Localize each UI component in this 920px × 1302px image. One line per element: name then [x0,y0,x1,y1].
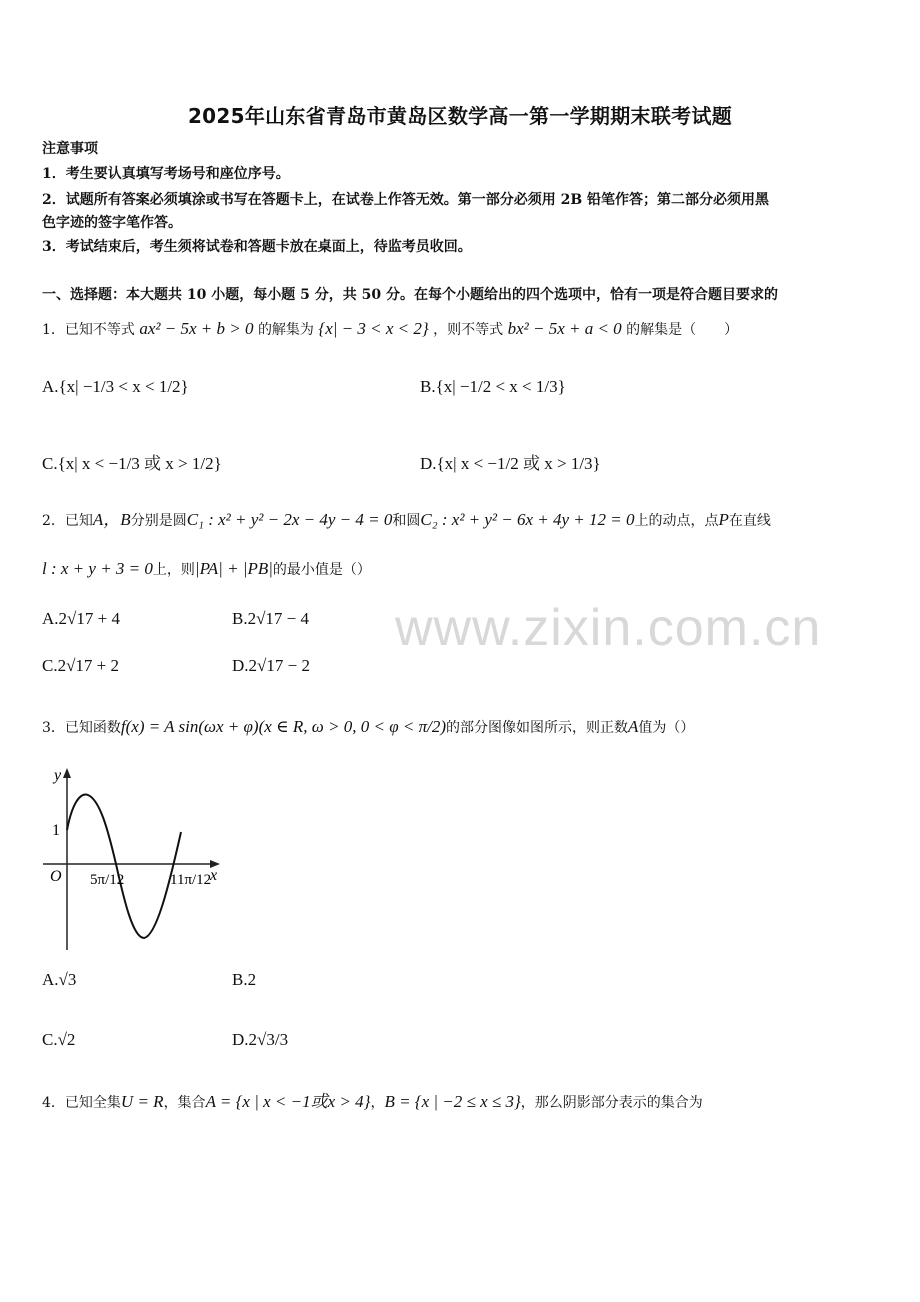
note-item: 2．试题所有答案必须填涂或书写在答题卡上，在试卷上作答无效。第一部分必须用 2B 铅笔作答；第二部分必须用黑 [42,192,770,208]
q1-expr1: ax² − 5x + b > 0 [139,319,254,338]
q3-text: 3．已知函数 [42,720,121,736]
sine-curve [67,795,181,938]
q4-text: ， [370,1095,385,1111]
question-3 [42,716,694,739]
q2-text: 2．已知 [42,513,93,529]
note-item: 1．考生要认真填写考场号和座位序号。 [42,166,290,182]
q1-expr2: bx² − 5x + a < 0 [507,319,622,338]
page-title: 2025年山东省青岛市黄岛区数学高一第一学期期末联考试题 [187,104,733,128]
q1-text: ，则不等式 [433,322,504,338]
q2-circle-1: C₁ : x² + y² − 2x − 4y − 4 = 0 [186,510,393,529]
q2-option-c[interactable]: C.2√17 + 2 [42,656,120,675]
q3-option-d[interactable]: D.2√3/3 [232,1030,289,1049]
q4-text: ，集合 [163,1095,206,1111]
x-tick-5pi-12: 5π/12 [90,872,125,888]
q2-points: A，B [92,510,131,529]
q2-text: 分别是圆 [130,513,187,529]
q1-option-c[interactable]: C.{x| x < −1/3 或 x > 1/2} [42,454,222,473]
question-2-line2 [42,558,371,581]
q2-point-p: P [718,510,729,529]
section-heading: 一、选择题：本大题共 10 小题，每小题 5 分，共 50 分。在每个小题给出的四个选项中，恰有一项是符合题目要求的 [42,287,778,303]
note-item: 色字迹的签字笔作答。 [42,215,182,231]
q1-text: 1．已知不等式 [42,322,135,338]
q1-set: {x| − 3 < x < 2} [318,319,429,338]
note-item: 3．考试结束后，考生须将试卷和答题卡放在桌面上，待监考员收回。 [42,239,472,255]
q2-option-d[interactable]: D.2√17 − 2 [232,656,310,675]
q2-text: 在直线 [728,513,771,529]
question-1 [42,318,738,341]
q1-option-b[interactable]: B.{x| −1/2 < x < 1/3} [420,377,566,396]
q2-text: 上的动点，点 [634,513,719,529]
question-4 [42,1091,703,1114]
sine-graph [38,760,238,960]
q3-a: A [628,717,639,736]
y-axis-arrow [63,768,71,778]
q4-set-a: A = {x | x < −1或x > 4} [205,1092,371,1111]
q3-text: 的部分图像如图所示，则正数 [446,720,628,736]
x-label: x [210,867,218,884]
watermark: www.zixin.com.cn [395,599,822,657]
q2-sum: |PA| + |PB| [194,559,273,578]
q3-text: 值为（） [638,720,695,736]
q1-option-d[interactable]: D.{x| x < −1/2 或 x > 1/3} [420,454,601,473]
origin-label: O [50,868,62,885]
q3-option-c[interactable]: C.√2 [42,1030,76,1049]
q1-text: 的解集为 [257,322,314,338]
notes-heading: 注意事项 [42,141,98,157]
q2-circle-2: C₂ : x² + y² − 6x + 4y + 12 = 0 [420,510,635,529]
q3-function: f(x) = A sin(ωx + φ) [120,717,259,736]
q3-option-a[interactable]: A.√3 [42,970,77,989]
q4-text: 4．已知全集 [42,1095,121,1111]
q2-option-b[interactable]: B.2√17 − 4 [232,609,310,628]
q3-condition: (x ∈ R, ω > 0, 0 < φ < π/2) [258,717,446,736]
y-tick-1: 1 [52,822,60,839]
q4-set-b: B = {x | −2 ≤ x ≤ 3} [384,1092,521,1111]
q2-text: 上，则 [152,562,195,578]
q4-universe: U = R [120,1092,164,1111]
question-2 [42,509,771,532]
q1-text: 的解集是（ ） [626,322,739,338]
q3-option-b[interactable]: B.2 [232,970,257,989]
q4-text: ，那么阴影部分表示的集合为 [520,1095,703,1111]
q2-text: 和圆 [392,513,421,529]
q2-line: l : x + y + 3 = 0 [42,559,153,578]
x-tick-11pi-12: 11π/12 [170,872,212,888]
y-label: y [54,767,62,784]
q2-option-a[interactable]: A.2√17 + 4 [42,609,120,628]
q1-option-a[interactable]: A.{x| −1/3 < x < 1/2} [42,377,189,396]
q2-text: 的最小值是（） [272,562,371,578]
